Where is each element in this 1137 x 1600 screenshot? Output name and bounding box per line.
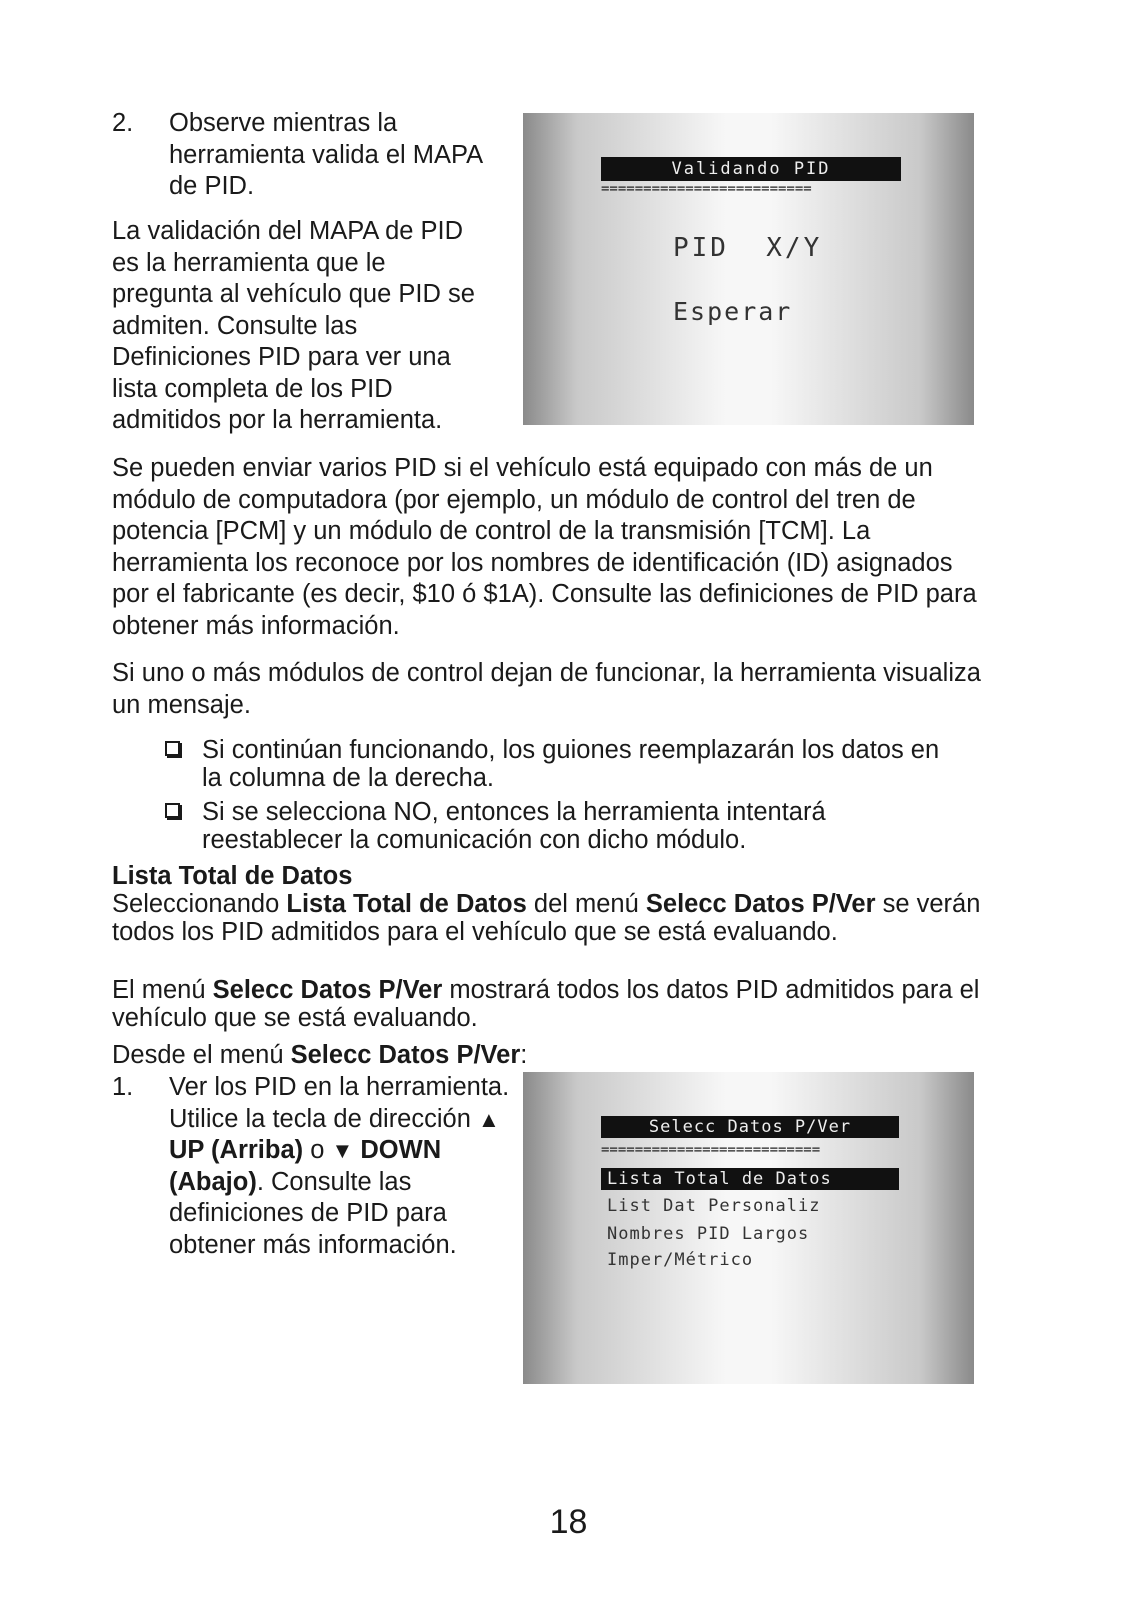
- checkbox-bullet-icon: [165, 803, 180, 818]
- text-run: mostrará todos los datos PID admitidos para el vehículo que se está evaluando.: [112, 976, 980, 1032]
- bold-term: Lista Total de Datos: [286, 890, 527, 918]
- bullet-text: Si continúan funcionando, los guiones reemplazarán los datos en la columna de la derecha.: [202, 736, 940, 792]
- section-heading: Lista Total de Datos: [112, 862, 353, 890]
- from-menu-paragraph: [112, 1040, 712, 1072]
- screen-divider: =========================: [601, 181, 812, 197]
- validation-paragraph: La validación del MAPA de PID es la herramienta que le pregunta al vehículo que PID se admiten. Consulte las Definiciones PID para ver una lista completa de los PID admitidos por la herramienta.: [112, 217, 475, 434]
- bold-term: Selecc Datos P/Ver: [212, 976, 443, 1004]
- bullet-text: Si se selecciona NO, entonces la herramienta intentará reestablecer la comunicación con dicho módulo.: [202, 798, 826, 854]
- text-run: se verán todos los PID admitidos para el vehículo que se está evaluando.: [112, 890, 981, 946]
- step-2: [112, 108, 482, 203]
- text-run: del menú: [526, 890, 646, 918]
- menu-item: Nombres PID Largos: [607, 1224, 810, 1244]
- menu-item: List Dat Personaliz: [607, 1196, 821, 1216]
- checkbox-bullet-icon: [165, 741, 180, 756]
- down-arrow-icon: ▼: [331, 1138, 354, 1163]
- bold-term: Selecc Datos P/Ver: [290, 1041, 521, 1069]
- bold-term: Selecc Datos P/Ver: [645, 890, 876, 918]
- lista-paragraph: [112, 890, 992, 946]
- page-number: 18: [549, 1503, 588, 1541]
- text-run: Seleccionando: [112, 890, 287, 918]
- step-text: [169, 1072, 517, 1261]
- scan-tool-screen-validating: [523, 113, 974, 425]
- text-run: Desde el menú: [112, 1041, 291, 1069]
- text-run: Ver los PID en la herramienta. Utilice la tecla de dirección: [169, 1073, 510, 1133]
- module-failure-paragraph: Si uno o más módulos de control dejan de funcionar, la herramienta visualiza un mensaje.: [112, 659, 981, 719]
- up-key-label: UP (Arriba): [169, 1136, 304, 1164]
- bullet-item: [165, 736, 945, 792]
- screen-title: Selecc Datos P/Ver: [601, 1116, 899, 1138]
- menu-item-selected: Lista Total de Datos: [601, 1168, 899, 1190]
- screen-divider: ==========================: [601, 1142, 821, 1158]
- screen-title: Validando PID: [601, 157, 901, 181]
- text-run: El menú: [112, 976, 213, 1004]
- step-1: [112, 1072, 517, 1261]
- text-run: :: [520, 1041, 528, 1069]
- text-run: . Consulte las definiciones de PID para obtener más información.: [169, 1167, 457, 1259]
- wait-message: Esperar: [673, 297, 793, 326]
- multiple-pid-paragraph: Se pueden enviar varios PID si el vehículo está equipado con más de un módulo de computadora (por ejemplo, un módulo de control del tren de potencia [PCM] y un módulo de control de la transmisión [TCM]. La herramienta los reconoce por los nombres de identificación (ID) asignados por el fabricante (es decir, $10 ó $1A). Consulte las definiciones de PID para obtener más información.: [112, 454, 977, 640]
- pid-count-line: PID X/Y: [673, 233, 823, 263]
- down-key-label: DOWN (Abajo): [169, 1136, 442, 1196]
- menu-paragraph: [112, 976, 992, 1032]
- scan-tool-screen-menu: [523, 1072, 974, 1384]
- step-text: Observe mientras la herramienta valida el MAPA de PID.: [169, 109, 482, 200]
- text-run: o: [303, 1136, 332, 1164]
- menu-item: Imper/Métrico: [607, 1250, 754, 1270]
- up-arrow-icon: ▲: [477, 1106, 500, 1132]
- step-number: 2.: [112, 109, 134, 137]
- bullet-item: [165, 798, 945, 854]
- step-number: 1.: [112, 1073, 134, 1101]
